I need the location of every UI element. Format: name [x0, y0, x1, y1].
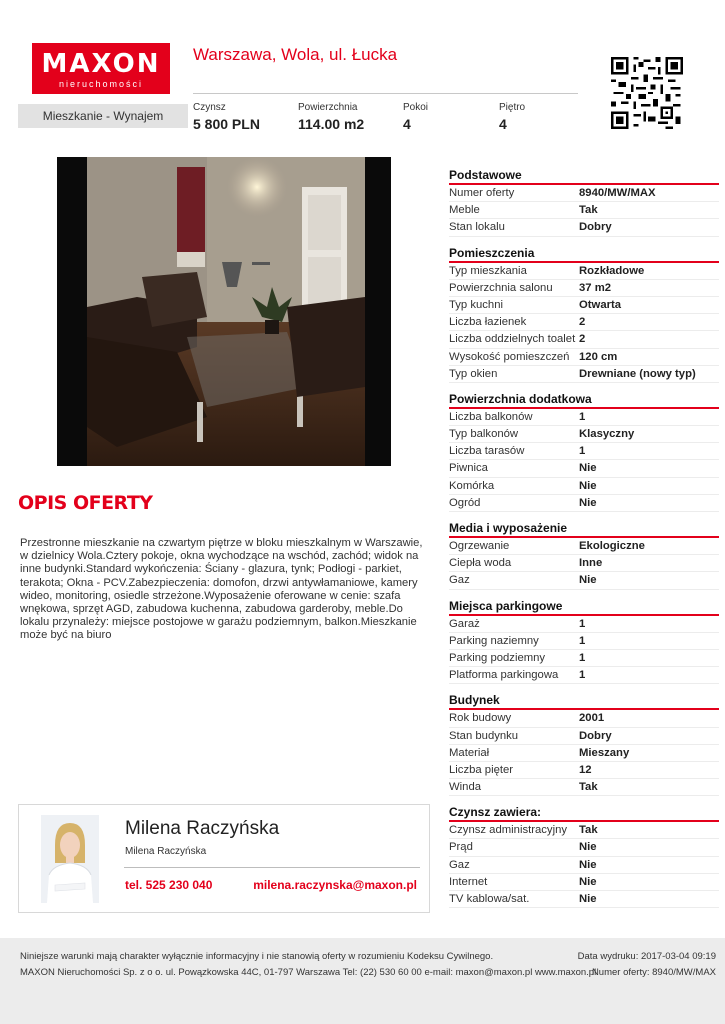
detail-key: Liczba pięter: [449, 763, 514, 776]
detail-key: Powierzchnia salonu: [449, 281, 553, 294]
detail-key: Piwnica: [449, 462, 488, 475]
section-additional-area: [449, 392, 719, 512]
detail-key: Stan lokalu: [449, 221, 505, 234]
section-title: Miejsca parkingowe: [449, 599, 719, 616]
section-rent-includes: [449, 805, 719, 908]
detail-key: Ciepła woda: [449, 557, 512, 570]
detail-row: [449, 263, 719, 280]
section-media: [449, 521, 719, 590]
detail-row: [449, 745, 719, 762]
maxon-logo: [32, 43, 170, 94]
detail-key: Ogrzewanie: [449, 540, 510, 552]
logo-wordmark: MAXON: [41, 49, 161, 79]
detail-value: Nie: [579, 858, 597, 871]
detail-row: [449, 762, 719, 779]
detail-row: [449, 538, 719, 555]
stat-rooms: [403, 102, 428, 132]
detail-row: [449, 426, 719, 443]
detail-value: 2001: [579, 712, 605, 725]
detail-value: 1: [579, 651, 586, 664]
detail-key: Gaz: [449, 858, 470, 871]
detail-value: 1: [579, 669, 586, 682]
detail-key: TV kablowa/sat.: [449, 893, 530, 905]
section-basic: [449, 168, 719, 237]
details-panel: [449, 168, 719, 917]
detail-value: Tak: [579, 824, 598, 837]
detail-row: [449, 366, 719, 383]
detail-key: Typ balkonów: [449, 428, 519, 441]
stat-label: Piętro: [499, 102, 526, 113]
detail-value: Nie: [579, 479, 597, 492]
detail-key: Parking podziemny: [449, 651, 546, 664]
detail-row: [449, 650, 719, 667]
detail-row: [449, 555, 719, 572]
section-title: Powierzchnia dodatkowa: [449, 392, 719, 409]
detail-value: Tak: [579, 781, 598, 794]
detail-key: Meble: [449, 204, 480, 217]
section-building: [449, 693, 719, 796]
detail-value: 1: [579, 634, 586, 647]
detail-row: [449, 478, 719, 495]
listing-photo[interactable]: [57, 157, 391, 466]
footer-company: MAXON Nieruchomości Sp. z o o. ul. Powązkowska 44C, 01-797 Warszawa Tel: (22) 530 60 00 e-mail: maxon@maxon.pl www.maxon.pl: [20, 967, 597, 978]
detail-key: Typ kuchni: [449, 298, 504, 311]
detail-row: [449, 779, 719, 796]
detail-row: [449, 280, 719, 297]
agent-avatar: [41, 815, 99, 903]
detail-value: Nie: [579, 893, 597, 905]
detail-value: 2: [579, 316, 586, 329]
stat-value: 4: [499, 116, 507, 132]
stat-floor: [499, 102, 525, 132]
detail-value: Nie: [579, 875, 597, 888]
detail-value: 12: [579, 763, 592, 776]
section-title: Podstawowe: [449, 168, 719, 185]
detail-key: Stan budynku: [449, 729, 519, 742]
detail-value: Nie: [579, 462, 597, 475]
detail-key: Platforma parkingowa: [449, 669, 559, 682]
agent-email-link[interactable]: milena.raczynska@maxon.pl: [253, 878, 417, 892]
detail-key: Liczba łazienek: [449, 316, 527, 329]
detail-key: Komórka: [449, 479, 495, 492]
qr-code-icon: [611, 57, 683, 129]
detail-row: [449, 633, 719, 650]
detail-row: [449, 891, 719, 908]
detail-value: Ekologiczne: [579, 540, 645, 552]
detail-value: 8940/MW/MAX: [579, 187, 656, 199]
detail-row: [449, 314, 719, 331]
listing-address: Warszawa, Wola, ul. Łucka: [193, 45, 398, 64]
detail-value: Drewniane (nowy typ): [579, 367, 696, 380]
detail-value: Mieszany: [579, 746, 630, 759]
detail-value: Nie: [579, 574, 597, 587]
detail-row: [449, 710, 719, 727]
detail-row: [449, 667, 719, 684]
detail-key: Winda: [449, 781, 482, 794]
stat-value: 114.00 m2: [298, 116, 365, 132]
detail-row: [449, 495, 719, 512]
detail-row: [449, 443, 719, 460]
detail-key: Numer oferty: [449, 187, 515, 199]
stat-label: Czynsz: [193, 102, 226, 113]
detail-value: 37 m2: [579, 281, 612, 294]
detail-row: [449, 572, 719, 589]
detail-key: Czynsz administracyjny: [449, 824, 568, 837]
section-title: Media i wyposażenie: [449, 521, 719, 538]
detail-value: 1: [579, 445, 586, 458]
detail-value: 120 cm: [579, 350, 618, 363]
detail-row: [449, 331, 719, 348]
detail-row: [449, 460, 719, 477]
detail-key: Liczba tarasów: [449, 445, 525, 458]
detail-value: 1: [579, 410, 586, 423]
stat-value: 5 800 PLN: [193, 116, 260, 132]
stat-rent: [193, 102, 260, 132]
section-title: Budynek: [449, 693, 719, 710]
detail-value: Rozkładowe: [579, 264, 645, 277]
detail-key: Garaż: [449, 617, 480, 630]
detail-key: Gaz: [449, 574, 470, 587]
detail-row: [449, 728, 719, 745]
agent-subtitle: Milena Raczyńska: [125, 846, 207, 857]
detail-value: Klasyczny: [579, 428, 635, 441]
agent-card: [18, 804, 430, 913]
detail-key: Typ okien: [449, 367, 498, 380]
detail-value: Tak: [579, 204, 598, 217]
footer-right: [578, 949, 716, 981]
detail-value: Nie: [579, 496, 597, 509]
detail-key: Prąd: [449, 841, 473, 854]
stat-value: 4: [403, 116, 411, 132]
section-rooms: [449, 246, 719, 383]
detail-key: Typ mieszkania: [449, 264, 527, 277]
agent-name: Milena Raczyńska: [125, 818, 280, 839]
detail-value: Inne: [579, 557, 603, 570]
detail-key: Wysokość pomieszczeń: [449, 350, 570, 363]
footer-offer-number: Numer oferty: 8940/MW/MAX: [591, 967, 716, 978]
detail-row: [449, 874, 719, 891]
detail-row: [449, 857, 719, 874]
agent-portrait-image: [41, 815, 99, 903]
description-text: Przestronne mieszkanie na czwartym piętrze w bloku mieszkalnym w Warszawie, w dzielnicy Wola.Cztery pokoje, okna wychodzące na wschód, zachód; widok na inne budynki.Standard wykończenia: Ściany - glazura, tynk; Podłogi - parkiet, terakota; Okna - PCV.Zabezpieczenia: domofon, drzwi antywłamaniowe, kamery wideo, monitoring, osiedle strzeżone.Wyposażenie oferowane w cenie: szafa wnękowa, sprzęt AGD, zabudowa kuchenna, zabudowa garderoby, meble.Do lokalu przynależy: miejsce postojowe w garażu podziemnym, balkon.Mieszkanie może być na biuro: [20, 537, 423, 642]
detail-value: Otwarta: [579, 298, 622, 311]
detail-key: Rok budowy: [449, 712, 512, 725]
footer-disclaimer: Niniejsze warunki mają charakter wyłącznie informacyjny i nie stanowią oferty w rozumieniu Kodeksu Cywilnego.: [20, 951, 494, 962]
page-footer: [0, 938, 725, 1024]
description-title: OPIS OFERTY: [18, 492, 153, 514]
stat-label: Pokoi: [403, 102, 429, 113]
detail-row: [449, 202, 719, 219]
footer-print-date: Data wydruku: 2017-03-04 09:19: [577, 951, 716, 962]
detail-row: [449, 185, 719, 202]
footer-left: [20, 949, 596, 981]
detail-key: Internet: [449, 875, 488, 888]
detail-row: [449, 409, 719, 426]
detail-row: [449, 616, 719, 633]
section-title: Pomieszczenia: [449, 246, 719, 263]
detail-key: Materiał: [449, 746, 490, 759]
detail-row: [449, 839, 719, 856]
stat-label: Powierzchnia: [298, 102, 358, 113]
detail-key: Liczba oddzielnych toalet: [449, 333, 576, 346]
detail-key: Ogród: [449, 496, 481, 509]
section-title: Czynsz zawiera:: [449, 805, 719, 822]
agent-divider: [124, 867, 420, 868]
page-header: [0, 0, 725, 148]
apartment-interior-image: [57, 157, 391, 466]
detail-key: Parking naziemny: [449, 634, 539, 647]
detail-key: Liczba balkonów: [449, 410, 533, 423]
address-divider: [193, 93, 578, 94]
detail-value: Dobry: [579, 729, 612, 742]
detail-value: 2: [579, 333, 586, 346]
detail-row: [449, 297, 719, 314]
detail-row: [449, 349, 719, 366]
detail-row: [449, 822, 719, 839]
logo-subtitle: nieruchomości: [58, 79, 144, 89]
detail-value: Nie: [579, 841, 597, 854]
detail-row: [449, 219, 719, 236]
detail-value: 1: [579, 617, 586, 630]
agent-phone-link[interactable]: tel. 525 230 040: [125, 878, 213, 892]
stat-area: [298, 102, 364, 132]
listing-type-badge: Mieszkanie - Wynajem: [18, 104, 188, 128]
detail-value: Dobry: [579, 221, 612, 234]
section-parking: [449, 599, 719, 685]
